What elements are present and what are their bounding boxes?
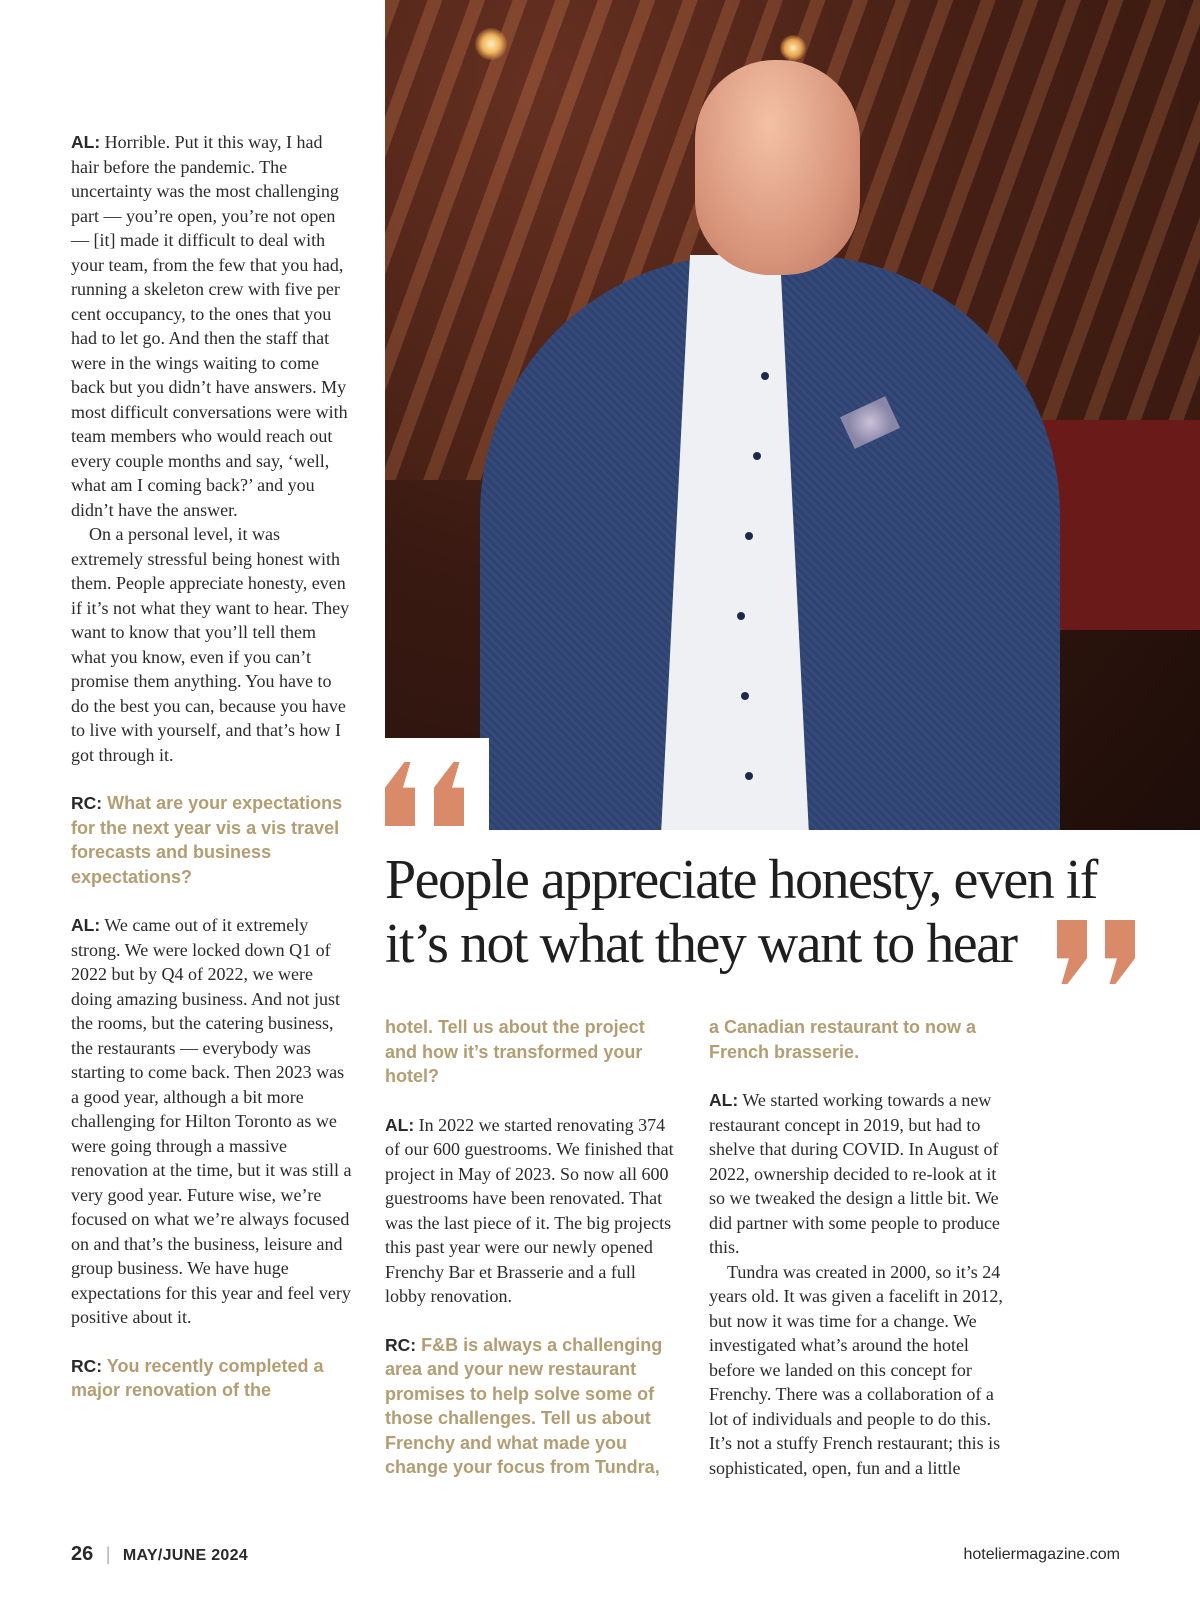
- question-text: You recently completed a major renovation of the: [71, 1355, 324, 1400]
- speaker-label: AL:: [385, 1114, 415, 1135]
- question-paragraph: [71, 791, 353, 889]
- question-text: F&B is always a challenging area and your new restaurant promises to help solve some of those challenges. Tell us about Frenchy and what made you change your focus from Tundra,: [385, 1334, 663, 1477]
- answer-text: Horrible. Put it this way, I had hair before the pandemic. The uncertainty was the most challenging part — you’re open, you’re not open — [it] made it difficult to deal with your team, from the few that you had, running a skeleton crew with five per cent occupancy, to the ones that you had to let go. And then the staff that were in the wings waiting to come back but you didn’t have answers. My most difficult conversations were with team members who would reach out every couple months and say, ‘well, what am I coming back?’ and you didn’t have the answer.: [71, 132, 348, 520]
- website-link[interactable]: [963, 1546, 1120, 1564]
- question-paragraph: [71, 1354, 353, 1403]
- answer-text: We started working towards a new restaurant concept in 2019, but had to shelve that during COVID. In August of 2022, ownership decided to re-look at it so we tweaked the design a little bit. We did partner with some people to produce this.: [709, 1090, 1000, 1257]
- article-column-3: [709, 1015, 1009, 1480]
- footer-separator: |: [105, 1544, 111, 1564]
- article-column-1: [71, 130, 353, 1403]
- answer-paragraph: [385, 1113, 675, 1309]
- issue-date: MAY/JUNE 2024: [122, 1547, 248, 1564]
- answer-paragraph: Tundra was created in 2000, so it’s 24 years old. It was given a facelift in 2012, but now it was time for a change. We investigated what’s around the hotel before we landed on this concept for Frenchy. There was a collaboration of a lot of individuals and people to do this. It’s not a stuffy French restaurant; this is sophisticated, open, fun and a little: [709, 1261, 1003, 1478]
- answer-paragraph: On a personal level, it was extremely stressful being honest with them. People appreciate honesty, even if it’s not what they want to hear. They want to know that you’ll tell them what you know, even if you can’t promise them anything. You have to do the best you can, because you have to live with yourself, and that’s how I got through it.: [71, 524, 350, 765]
- answer-paragraph: [709, 1088, 1009, 1260]
- answer-paragraph: [71, 130, 353, 522]
- question-paragraph: [385, 1333, 675, 1480]
- question-continuation: a Canadian restaurant to now a French brasserie.: [709, 1017, 977, 1062]
- speaker-label: AL:: [709, 1090, 739, 1110]
- portrait-photo: [385, 0, 1200, 830]
- answer-paragraph: [71, 913, 353, 1330]
- speaker-label: AL:: [71, 915, 101, 935]
- question-text: What are your expectations for the next year vis a vis travel forecasts and business expectations?: [71, 793, 343, 887]
- answer-text: In 2022 we started renovating 374 of our 600 guestrooms. We finished that project in May of 2023. So now all 600 guestrooms have been renovated. That was the last piece of it. The big projects this past year were our newly opened Frenchy Bar et Brasserie and a full lobby renovation.: [385, 1114, 674, 1306]
- speaker-label: RC:: [71, 793, 103, 813]
- article-column-2: [385, 1015, 675, 1480]
- page-footer: [71, 1543, 248, 1566]
- question-continuation: hotel. Tell us about the project and how it’s transformed your hotel?: [385, 1017, 645, 1086]
- speaker-label: RC:: [385, 1334, 417, 1355]
- website-text: hoteliermagazine.com: [963, 1546, 1120, 1563]
- pull-quote: People appreciate honesty, even if it’s not what they want to hear: [385, 849, 1097, 975]
- speaker-label: RC:: [71, 1355, 103, 1376]
- page-number: 26: [71, 1543, 94, 1565]
- answer-text: We came out of it extremely strong. We were locked down Q1 of 2022 but by Q4 of 2022, we were doing amazing business. And not just the rooms, but the catering business, the restaurants — everybody was starting to come back. Then 2023 was a good year, although a bit more challenging for Hilton Toronto as we were going through a massive renovation at the time, but it was still a very good year. Future wise, we’re focused on what we’re always focused on and that’s the business, leisure and group business. We have huge expectations for this year and feel very positive about it.: [71, 915, 352, 1327]
- speaker-label: AL:: [71, 132, 101, 152]
